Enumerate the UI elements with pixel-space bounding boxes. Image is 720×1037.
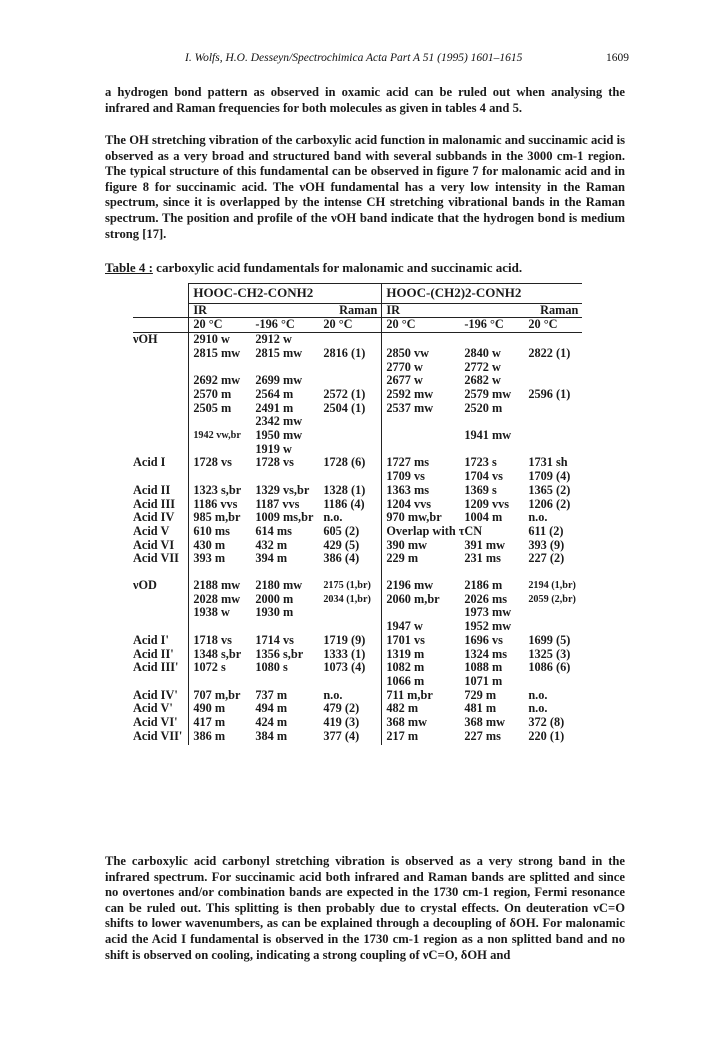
table-cell: 1942 vw,br xyxy=(193,430,241,442)
table-cell xyxy=(319,361,382,375)
table-cell xyxy=(319,675,382,689)
table-cell: 1973 mw xyxy=(464,605,512,620)
table-row xyxy=(133,634,582,648)
table-cell: 1728 vs xyxy=(255,455,294,470)
citation: I. Wolfs, H.O. Desseyn/Spectrochimica Acta Part A 51 (1995) 1601–1615 xyxy=(185,52,523,64)
table-cell: 1066 m xyxy=(386,673,425,688)
table-cell: 2537 mw xyxy=(386,400,434,415)
table-cell xyxy=(251,675,319,689)
table-cell: 1919 w xyxy=(255,441,292,456)
table-cell: 1088 m xyxy=(464,660,503,675)
row-label: Acid II xyxy=(133,484,189,498)
table-cell: 393 (9) xyxy=(528,537,565,552)
row-label: Acid V xyxy=(133,525,189,539)
table-cell: 2034 (1,br) xyxy=(319,593,382,607)
table-cell: 1363 ms xyxy=(386,482,430,497)
table-row xyxy=(133,443,582,457)
table-cell: 2692 mw xyxy=(193,373,241,388)
row-label xyxy=(133,388,189,402)
table-cell xyxy=(251,470,319,484)
table-cell: 2505 m xyxy=(193,400,232,415)
table-cell: 1323 s,br xyxy=(193,482,242,497)
table-cell xyxy=(251,361,319,375)
raman-header-2: Raman xyxy=(524,303,582,318)
table-cell: 1071 m xyxy=(464,673,503,688)
table-row xyxy=(133,730,582,745)
table-cell xyxy=(460,333,524,347)
table-cell xyxy=(524,333,582,347)
table-row xyxy=(133,484,582,498)
table-cell: 2026 ms xyxy=(464,591,508,606)
row-label: Acid VI' xyxy=(133,716,189,730)
table-cell: 2180 mw xyxy=(255,578,303,593)
table-cell: 1004 m xyxy=(464,510,503,525)
table-cell: 2520 m xyxy=(464,400,503,415)
table-row xyxy=(133,456,582,470)
table-cell: 711 m,br xyxy=(386,687,433,702)
table-cell: 2596 (1) xyxy=(528,386,571,401)
table-cell: 2491 m xyxy=(255,400,294,415)
table-cell: 494 m xyxy=(255,701,288,716)
table-row xyxy=(133,702,582,716)
row-label: Acid VI xyxy=(133,539,189,553)
table-cell: 391 mw xyxy=(464,537,505,552)
table-method-header xyxy=(133,303,582,318)
table-row xyxy=(133,525,582,539)
table-cell: n.o. xyxy=(528,510,548,525)
table-row xyxy=(133,470,582,484)
temp-header: -196 °C xyxy=(460,318,524,333)
table-cell xyxy=(524,402,582,416)
table-cell: 2196 mw xyxy=(386,578,434,593)
table-cell: 2682 w xyxy=(464,373,501,388)
table-cell: 2572 (1) xyxy=(319,388,382,402)
table-cell: 2000 m xyxy=(255,591,294,606)
table-cell: 1080 s xyxy=(255,660,288,675)
table-row xyxy=(133,579,582,593)
table-row xyxy=(133,552,582,566)
paragraph-2: The OH stretching vibration of the carboxylic acid function in malonamic and succinamic acid is observed as a very broad and structured band with several subbands in the 3000 cm-1 region. The typical structure of this fundamental can be observed in figure 7 for malonamic acid and in figure 8 for succinamic acid. The νOH fundamental has a very low intensity in the Raman spectrum, since it is overlapped by the intense CH stretching vibrational bands in the Raman spectrum. The position and profile of the νOH band indicate that the hydrogen bond is medium strong [17]. xyxy=(105,133,625,241)
table-row xyxy=(133,498,582,512)
table-cell xyxy=(319,470,382,484)
table-cell: 394 m xyxy=(255,551,288,566)
row-label: Acid I xyxy=(133,456,189,470)
table-cell: n.o. xyxy=(319,689,382,703)
table-cell: 417 m xyxy=(193,715,226,730)
table-cell: 970 mw,br xyxy=(386,510,442,525)
table-cell xyxy=(382,415,461,429)
table-cell: 605 (2) xyxy=(319,525,382,539)
row-label xyxy=(133,675,189,689)
table-group-header xyxy=(133,284,582,304)
temp-header: 20 °C xyxy=(382,318,461,333)
table-cell: n.o. xyxy=(319,511,382,525)
row-label: Acid III xyxy=(133,498,189,512)
table-cell: 2059 (2,br) xyxy=(528,593,576,605)
table-cell: 432 m xyxy=(255,537,288,552)
raman-header-1: Raman xyxy=(319,303,382,318)
table-cell: 1186 (4) xyxy=(319,498,382,512)
table-cell: 1719 (9) xyxy=(319,634,382,648)
table-temp-header xyxy=(133,318,582,333)
table-4 xyxy=(133,283,582,745)
table-cell xyxy=(189,470,252,484)
table-cell: 1709 vs xyxy=(386,469,425,484)
table-cell: 1699 (5) xyxy=(528,632,571,647)
table-cell: 2850 vw xyxy=(386,345,430,360)
table-cell xyxy=(524,429,582,443)
table-cell: 1328 (1) xyxy=(319,484,382,498)
table-cell: 2699 mw xyxy=(255,373,303,388)
table-cell: 419 (3) xyxy=(319,716,382,730)
row-label xyxy=(133,470,189,484)
table-caption-label: Table 4 : xyxy=(105,260,153,275)
table-cell: 2175 (1,br) xyxy=(319,579,382,593)
table-cell: 372 (8) xyxy=(528,715,565,730)
table-cell: 229 m xyxy=(386,551,419,566)
table-row xyxy=(133,689,582,703)
table-cell: 2564 m xyxy=(255,386,294,401)
table-cell: 1952 mw xyxy=(464,619,512,634)
table-cell xyxy=(319,566,382,579)
table-cell: 1209 vvs xyxy=(464,496,510,511)
table-cell: 1325 (3) xyxy=(528,646,571,661)
table-cell: 1723 s xyxy=(464,455,497,470)
table-cell: 2186 m xyxy=(464,578,503,593)
row-label: Acid II' xyxy=(133,648,189,662)
table-cell: 220 (1) xyxy=(528,728,565,743)
table-cell: 1348 s,br xyxy=(193,646,242,661)
table-cell: 1333 (1) xyxy=(319,648,382,662)
table-cell: 1718 vs xyxy=(193,632,232,647)
table-cell: 1696 vs xyxy=(464,632,503,647)
row-label: Acid IV' xyxy=(133,689,189,703)
row-label: Acid VII xyxy=(133,552,189,566)
table-cell xyxy=(189,415,252,429)
table-cell: 1728 (6) xyxy=(319,456,382,470)
table-cell: 1930 m xyxy=(255,605,294,620)
table-cell xyxy=(460,415,524,429)
table-cell: 729 m xyxy=(464,687,497,702)
table-cell: 610 ms xyxy=(193,523,230,538)
table-cell: 1709 (4) xyxy=(528,469,571,484)
table-cell xyxy=(382,333,461,347)
table-cell: 614 ms xyxy=(255,523,292,538)
table-cell: 368 mw xyxy=(386,715,427,730)
table-cell: 390 mw xyxy=(386,537,427,552)
table-cell: 707 m,br xyxy=(193,687,241,702)
table-cell xyxy=(524,675,582,689)
table-cell xyxy=(189,675,252,689)
group-succinamic: HOOC-(CH2)2-CONH2 xyxy=(382,284,583,304)
table-cell: 424 m xyxy=(255,715,288,730)
table-cell xyxy=(319,374,382,388)
table-cell: 386 m xyxy=(193,728,226,743)
row-label: νOH xyxy=(133,333,189,347)
table-cell: 1204 vvs xyxy=(386,496,432,511)
temp-header: 20 °C xyxy=(319,318,382,333)
table-row xyxy=(133,361,582,375)
table-cell: 490 m xyxy=(193,701,226,716)
table-cell: 377 (4) xyxy=(319,730,382,745)
table-cell xyxy=(251,620,319,634)
table-cell: 1319 m xyxy=(386,646,425,661)
table-cell xyxy=(524,606,582,620)
table-row xyxy=(133,593,582,607)
temp-header: -196 °C xyxy=(251,318,319,333)
table-cell xyxy=(524,361,582,375)
table-row xyxy=(133,511,582,525)
table-cell: 2028 mw xyxy=(193,591,241,606)
table-cell: 227 ms xyxy=(464,728,501,743)
table-cell xyxy=(319,415,382,429)
table-caption-text: carboxylic acid fundamentals for malonamic and succinamic acid. xyxy=(152,260,523,275)
table-cell: 227 (2) xyxy=(528,551,565,566)
table-cell xyxy=(524,443,582,457)
row-label: Acid III' xyxy=(133,661,189,675)
table-cell: 2770 w xyxy=(386,359,423,374)
table-cell: 1186 vvs xyxy=(193,496,238,511)
table-cell xyxy=(319,606,382,620)
ir-header-2: IR xyxy=(382,303,525,318)
group-malonamic: HOOC-CH2-CONH2 xyxy=(189,284,382,304)
table-cell xyxy=(319,443,382,457)
table-cell xyxy=(382,443,461,457)
table-cell xyxy=(189,443,252,457)
row-label xyxy=(133,593,189,607)
row-label: Acid IV xyxy=(133,511,189,525)
table-cell: 1073 (4) xyxy=(319,661,382,675)
table-cell: 1938 w xyxy=(193,605,230,620)
table-cell: 2342 mw xyxy=(255,414,303,429)
table-cell: 368 mw xyxy=(464,715,505,730)
table-cell: 1701 vs xyxy=(386,632,425,647)
table-cell: 737 m xyxy=(255,687,288,702)
table-cell: n.o. xyxy=(528,701,548,716)
table-row xyxy=(133,402,582,416)
table-cell: 1369 s xyxy=(464,482,497,497)
table-cell xyxy=(189,620,252,634)
table-cell: 1714 vs xyxy=(255,632,294,647)
table-row xyxy=(133,661,582,675)
table-cell xyxy=(524,374,582,388)
table-cell: 1082 m xyxy=(386,660,425,675)
table-cell xyxy=(524,566,582,579)
table-cell: Overlap with τCN xyxy=(386,523,483,538)
table-row xyxy=(133,429,582,443)
row-label xyxy=(133,361,189,375)
table-row xyxy=(133,675,582,689)
table-cell: 1324 ms xyxy=(464,646,508,661)
row-label xyxy=(133,415,189,429)
table-cell: 1072 s xyxy=(193,660,226,675)
row-label xyxy=(133,347,189,361)
table-cell: 481 m xyxy=(464,701,497,716)
table-cell xyxy=(524,620,582,634)
table-row xyxy=(133,347,582,361)
table-cell xyxy=(319,620,382,634)
table-cell: 2910 w xyxy=(193,332,230,347)
table-row xyxy=(133,388,582,402)
table-cell: n.o. xyxy=(528,687,548,702)
table-cell xyxy=(382,429,461,443)
table-cell: 231 ms xyxy=(464,551,501,566)
table-cell: 1009 ms,br xyxy=(255,510,314,525)
table-row xyxy=(133,333,582,347)
table-cell: 1727 ms xyxy=(386,455,430,470)
table-row xyxy=(133,606,582,620)
table-cell: 386 (4) xyxy=(319,552,382,566)
table-row xyxy=(133,716,582,730)
table-row xyxy=(133,539,582,553)
table-cell: 1941 mw xyxy=(464,428,512,443)
row-label xyxy=(133,606,189,620)
ir-header-1: IR xyxy=(189,303,320,318)
table-cell: 1356 s,br xyxy=(255,646,304,661)
table-cell xyxy=(319,333,382,347)
table-cell: 2822 (1) xyxy=(528,345,571,360)
table-cell xyxy=(189,361,252,375)
table-cell: 2772 w xyxy=(464,359,501,374)
temp-header: 20 °C xyxy=(189,318,252,333)
table-cell: 2194 (1,br) xyxy=(528,580,576,592)
table-cell: 1728 vs xyxy=(193,455,232,470)
row-label: Acid V' xyxy=(133,702,189,716)
paragraph-1: a hydrogen bond pattern as observed in oxamic acid can be ruled out when analysing the infrared and Raman frequencies for both molecules as given in tables 4 and 5. xyxy=(105,85,625,115)
table-cell xyxy=(524,415,582,429)
row-label xyxy=(133,374,189,388)
table-cell: 2504 (1) xyxy=(319,402,382,416)
table-row xyxy=(133,620,582,634)
row-label xyxy=(133,620,189,634)
table-cell: 384 m xyxy=(255,728,288,743)
table-cell: 2188 mw xyxy=(193,578,241,593)
table-cell: 985 m,br xyxy=(193,510,241,525)
table-cell: 2840 w xyxy=(464,345,501,360)
table-cell: 1187 vvs xyxy=(255,496,300,511)
table-cell: 2677 w xyxy=(386,373,423,388)
table-cell xyxy=(319,429,382,443)
row-label: Acid VII' xyxy=(133,730,189,745)
row-label: νOD xyxy=(133,579,189,593)
table-row xyxy=(133,648,582,662)
table-cell: 1206 (2) xyxy=(528,496,571,511)
table-cell: 2815 mw xyxy=(193,345,241,360)
table-cell: 217 m xyxy=(386,728,419,743)
table-cell: 1950 mw xyxy=(255,428,303,443)
table-cell: 2816 (1) xyxy=(319,347,382,361)
table-cell: 611 (2) xyxy=(528,523,564,538)
table-cell: 1329 vs,br xyxy=(255,482,310,497)
table-cell: 1731 sh xyxy=(528,455,568,470)
row-label xyxy=(133,429,189,443)
row-label xyxy=(133,402,189,416)
table-cell: 2579 mw xyxy=(464,386,512,401)
table-cell: 1947 w xyxy=(386,619,423,634)
table-cell: 393 m xyxy=(193,551,226,566)
table-cell: 429 (5) xyxy=(319,539,382,553)
table-cell: 2815 mw xyxy=(255,345,303,360)
table-cell: 482 m xyxy=(386,701,419,716)
table-row xyxy=(133,374,582,388)
row-label: Acid I' xyxy=(133,634,189,648)
table-cell: 430 m xyxy=(193,537,226,552)
row-label xyxy=(133,443,189,457)
table-cell: 2060 m,br xyxy=(386,591,440,606)
table-caption xyxy=(105,260,522,276)
table-cell xyxy=(382,606,461,620)
table-cell: 2570 m xyxy=(193,386,232,401)
table-cell: 2912 w xyxy=(255,332,292,347)
paragraph-3: The carboxylic acid carbonyl stretching vibration is observed as a very strong band in the infrared spectrum. For succinamic acid both infrared and Raman bands are splitted and since no overtones and/or combination bands are expected in the 1730 cm-1 region, Fermi resonance can be ruled out. This splitting is then probably due to crystal effects. On deuteration νC=O shifts to lower wavenumbers, as can be explained through a decoupling of δOH. For malonamic acid the Acid I fundamental is observed in the 1730 cm-1 region as a non splitted band and no shift is observed on cooling, indicating a strong coupling of νC=O, δOH and xyxy=(105,854,625,962)
table-cell: 1704 vs xyxy=(464,469,503,484)
table-cell: 2592 mw xyxy=(386,386,434,401)
table-cell xyxy=(460,443,524,457)
table-cell: 1086 (6) xyxy=(528,660,571,675)
page-number: 1609 xyxy=(606,52,629,64)
temp-header: 20 °C xyxy=(524,318,582,333)
table-cell: 1365 (2) xyxy=(528,482,571,497)
table-row xyxy=(133,415,582,429)
table-cell: 479 (2) xyxy=(319,702,382,716)
